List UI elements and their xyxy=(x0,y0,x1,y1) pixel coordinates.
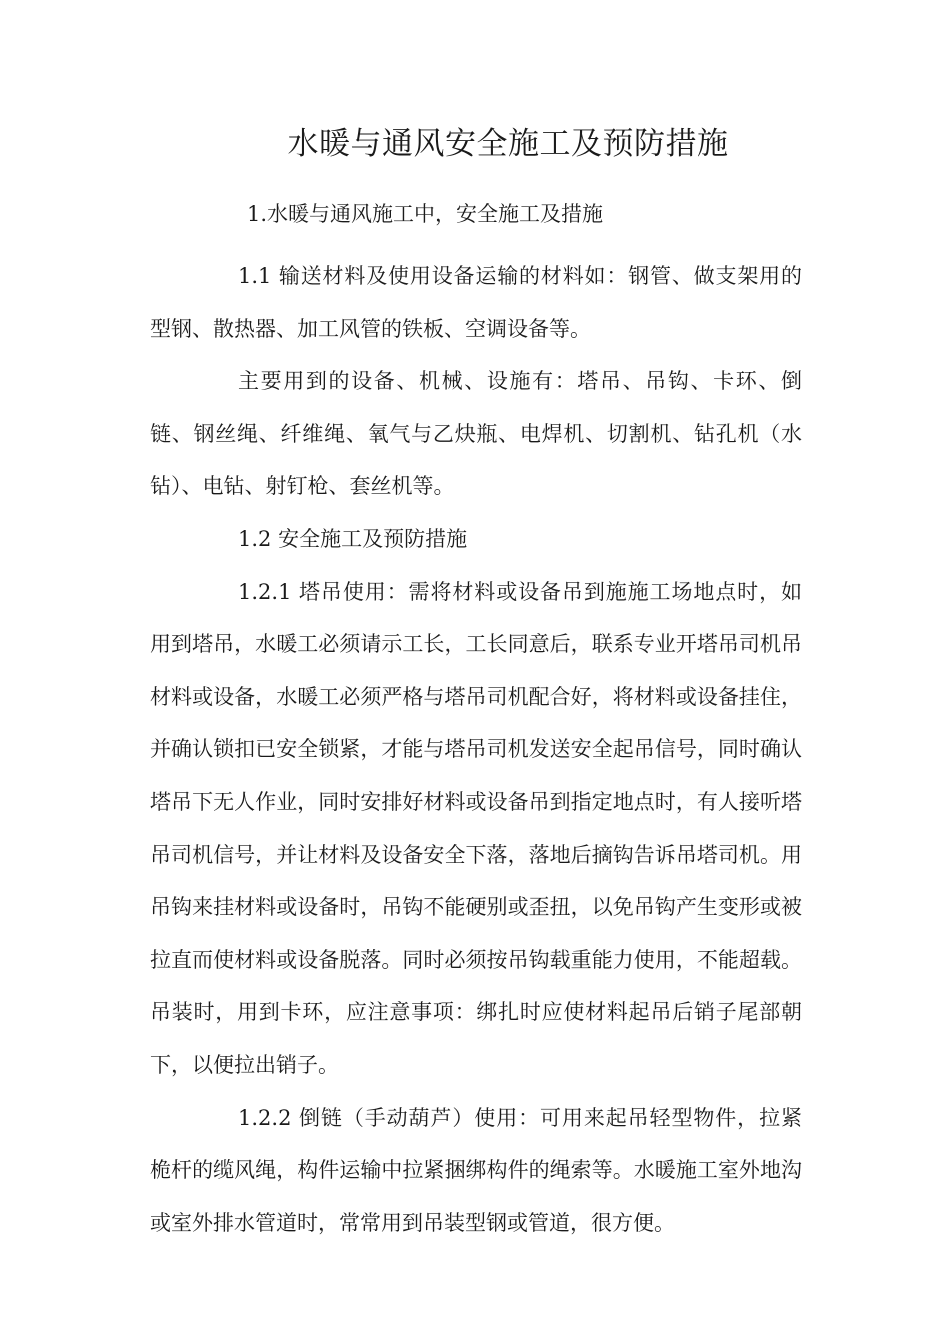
document-title: 水暖与通风安全施工及预防措施 xyxy=(287,126,729,162)
section-heading: 1.水暖与通风施工中，安全施工及措施 xyxy=(247,202,604,226)
paragraph-materials: 1.1 输送材料及使用设备运输的材料如：钢管、做支架用的型钢、散热器、加工风管的铁板、空调设备等。 xyxy=(150,264,802,341)
paragraph-tower-crane: 1.2.1 塔吊使用：需将材料或设备吊到施施工场地点时，如用到塔吊，水暖工必须请示工长，工长同意后，联系专业开塔吊司机吊材料或设备，水暖工必须严格与塔吊司机配合好，将材料或设备挂住，并确认锁扣已安全锁紧，才能与塔吊司机发送安全起吊信号，同时确认塔吊下无人作业，同时安排好材料或设备吊到指定地点时，有人接听塔吊司机信号，并让材料及设备安全下落，落地后摘钩告诉吊塔司机。用吊钩来挂材料或设备时，吊钩不能硬别或歪扭，以免吊钩产生变形或被拉直而使材料或设备脱落。同时必须按吊钩载重能力使用，不能超载。吊装时，用到卡环，应注意事项：绑扎时应使材料起吊后销子尾部朝下，以便拉出销子。 xyxy=(150,579,802,1077)
document-body xyxy=(150,250,802,1249)
subsection-heading: 1.2 安全施工及预防措施 xyxy=(238,526,468,551)
paragraph-chain-hoist: 1.2.2 倒链（手动葫芦）使用：可用来起吊轻型物件，拉紧桅杆的缆风绳，构件运输中拉紧捆绑构件的绳索等。水暖施工室外地沟或室外排水管道时，常常用到吊装型钢或管道，很方便。 xyxy=(150,1105,802,1235)
paragraph-equipment: 主要用到的设备、机械、设施有：塔吊、吊钩、卡环、倒链、钢丝绳、纤维绳、氧气与乙炔瓶、电焊机、切割机、钻孔机（水钻）、电钻、射钉枪、套丝机等。 xyxy=(150,369,802,499)
